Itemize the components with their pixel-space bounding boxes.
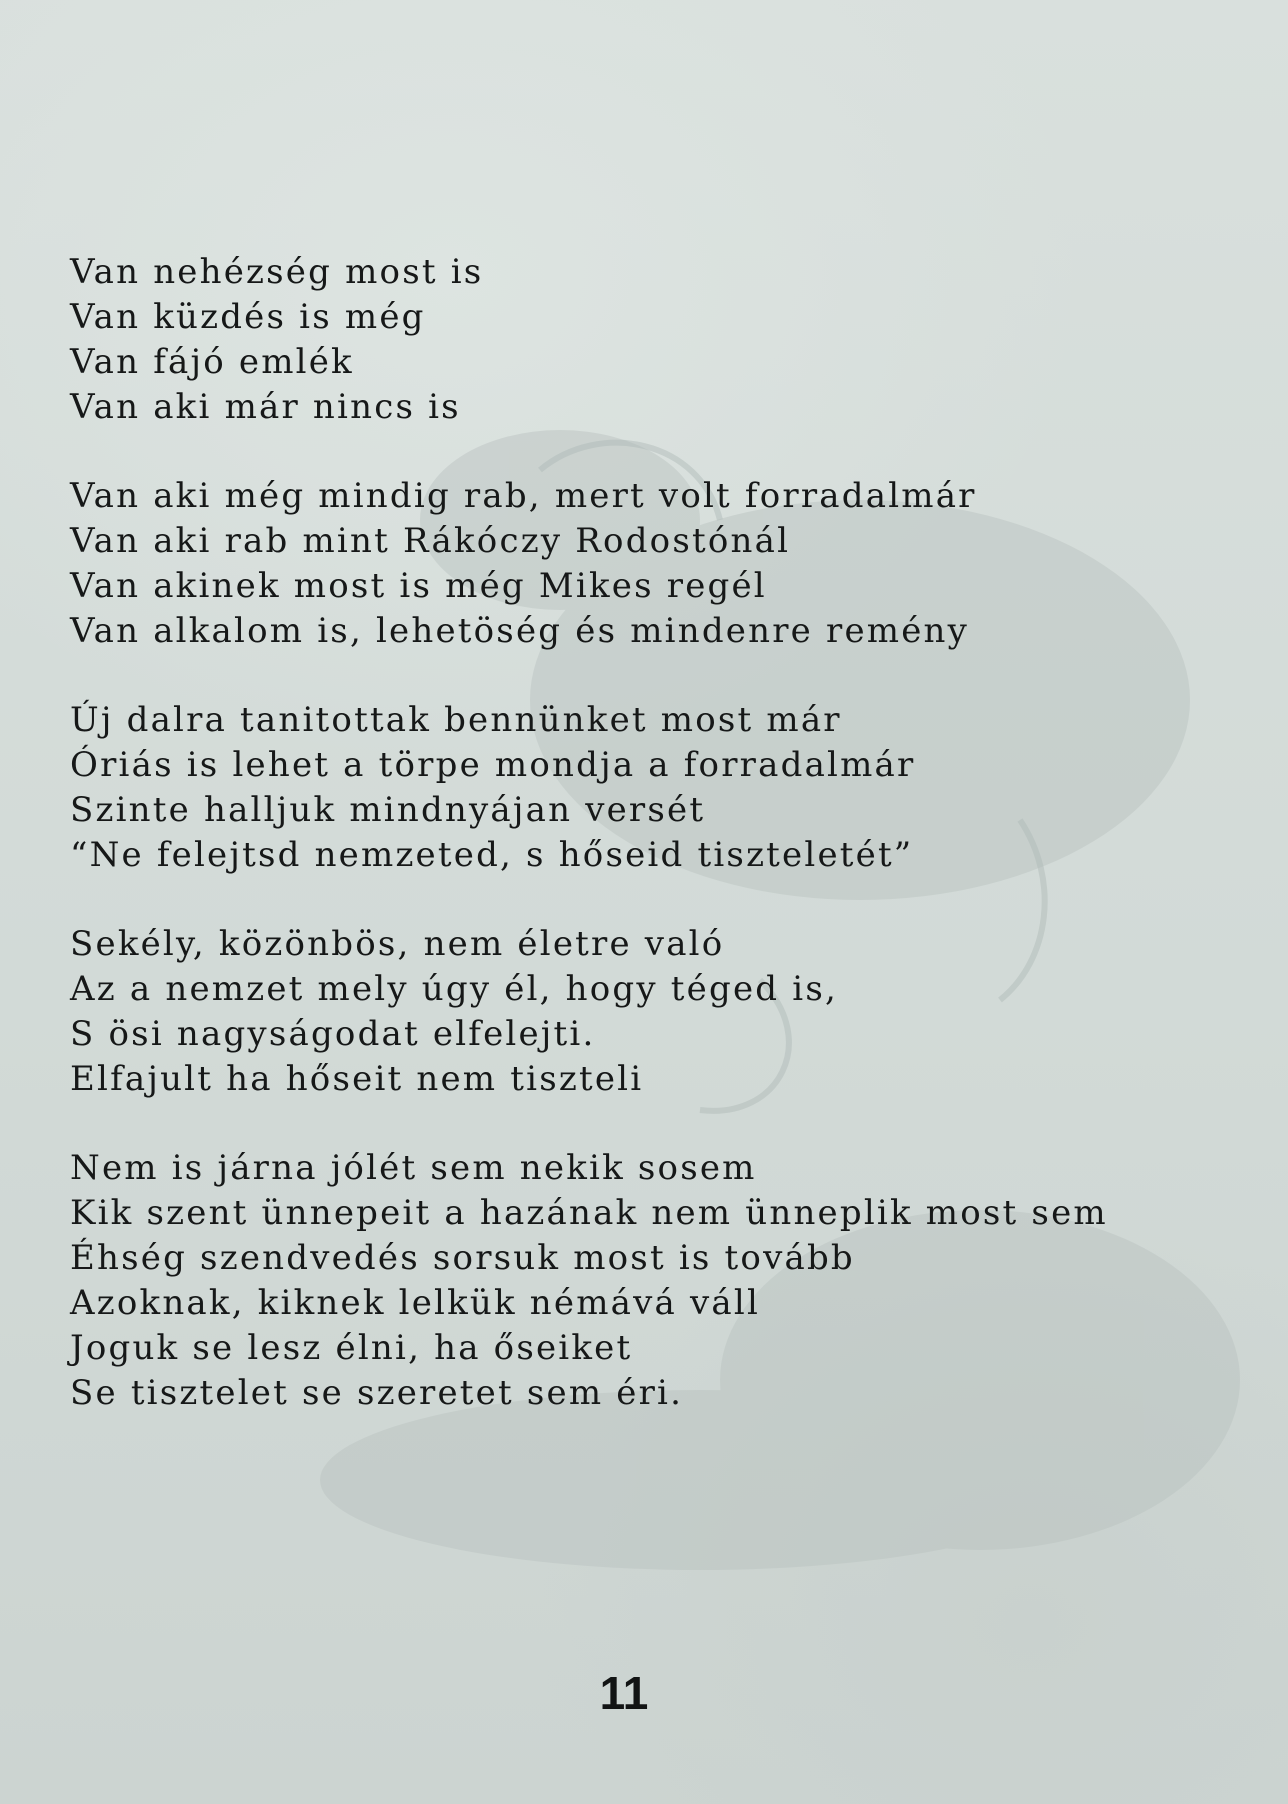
poem-line: Van aki rab mint Rákóczy Rodostónál [70,521,791,561]
poem-line: Kik szent ünnepeit a hazának nem ünneplik most sem [70,1193,1108,1233]
poem-line: S ösi nagyságodat elfelejti. [70,1014,596,1054]
poem-line: Sekély, közönbös, nem életre való [70,924,725,964]
poem-line: Nem is járna jólét sem nekik sosem [70,1148,757,1188]
stanza [70,922,1190,1102]
poem-line: Van alkalom is, lehetöség és mindenre remény [70,611,970,651]
stanza [70,698,1190,878]
page-number: 11 [599,1667,649,1719]
poem-line: “Ne felejtsd nemzeted, s hőseid tiszteletét” [70,835,914,875]
poem-line: Van fájó emlék [70,342,354,382]
poem-line: Éhség szendvedés sorsuk most is tovább [70,1238,855,1278]
poem-line: Van aki már nincs is [70,387,461,427]
poem-line: Az a nemzet mely úgy él, hogy téged is, [70,969,838,1009]
poem-line: Van küzdés is még [70,297,426,337]
stanza [70,1146,1190,1416]
poem-line: Van nehézség most is [70,252,484,292]
poem-line: Van aki még mindig rab, mert volt forradalmár [70,476,977,516]
stanza [70,250,1190,430]
poem-line: Azoknak, kiknek lelkük némává váll [70,1283,761,1323]
poem-line: Van akinek most is még Mikes regél [70,566,767,606]
poem [70,250,1190,1460]
poem-line: Joguk se lesz élni, ha őseiket [70,1328,633,1368]
poem-line: Elfajult ha hőseit nem tiszteli [70,1059,644,1099]
poem-line: Óriás is lehet a törpe mondja a forradalmár [70,745,916,785]
poem-line: Új dalra tanitottak bennünket most már [70,700,842,740]
poem-line: Szinte halljuk mindnyájan versét [70,790,706,830]
poem-line: Se tisztelet se szeretet sem éri. [70,1373,684,1413]
stanza [70,474,1190,654]
